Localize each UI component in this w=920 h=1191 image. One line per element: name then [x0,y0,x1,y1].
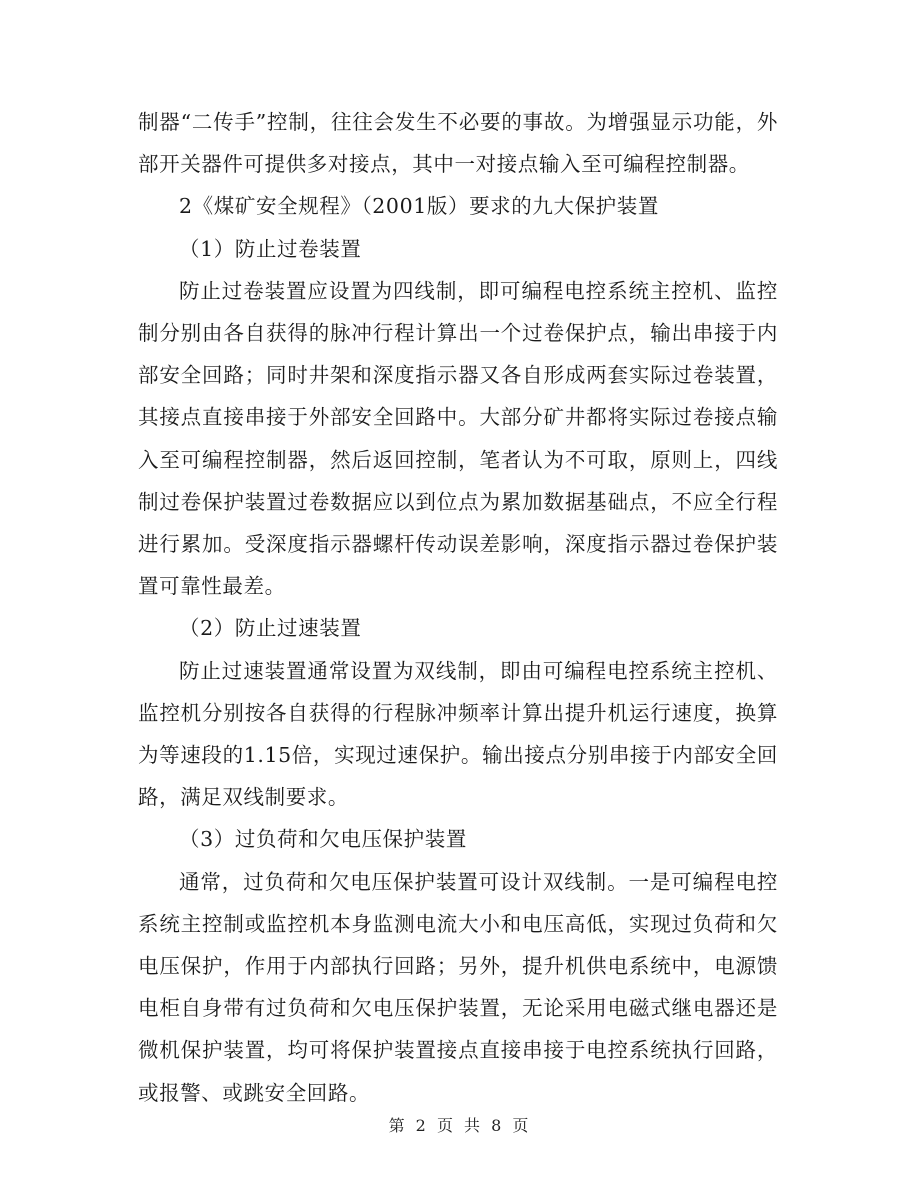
subheading-overspeed: （2）防止过速装置 [179,616,362,641]
paragraph-overwind: 防止过卷装置应设置为四线制，即可编程电控系统主控机、监控制分别由各自获得的脉冲行程计算出一个过卷保护点，输出串接于内部安全回路；同时井架和深度指示器又各自形成两套实际过卷装置，其接点直接串接于外部安全回路中。大部分矿井都将实际过卷接点输入至可编程控制器，然后返回控制，笔者认为不可取，原则上，四线制过卷保护装置过卷数据应以到位点为累加数据基础点，不应全行程进行累加。受深度指示器螺杆传动误差影响，深度指示器过卷保护装置可靠性最差。 [138,278,778,599]
subheading-overload: （3）过负荷和欠电压保护装置 [179,827,467,852]
document-body [138,101,778,1114]
page-footer: 第 2 页 共 8 页 [388,1116,532,1135]
section-heading: 2《煤矿安全规程》（2001版）要求的九大保护装置 [179,194,659,219]
paragraph-continuation: 制器“二传手”控制，往往会发生不必要的事故。为增强显示功能，外部开关器件可提供多对接点，其中一对接点输入至可编程控制器。 [138,110,778,177]
subheading-overwind: （1）防止过卷装置 [179,236,362,261]
paragraph-overload: 通常，过负荷和欠电压保护装置可设计双线制。一是可编程电控系统主控制或监控机本身监测电流大小和电压高低，实现过负荷和欠电压保护，作用于内部执行回路；另外，提升机供电系统中，电源馈电柜自身带有过负荷和欠电压保护装置，无论采用电磁式继电器还是微机保护装置，均可将保护装置接点直接串接于电控系统执行回路，或报警、或跳安全回路。 [138,869,778,1105]
paragraph-overspeed: 防止过速装置通常设置为双线制，即由可编程电控系统主控机、监控机分别按各自获得的行程脉冲频率计算出提升机运行速度，换算为等速段的1.15倍，实现过速保护。输出接点分别串接于内部安全回路，满足双线制要求。 [138,658,778,810]
